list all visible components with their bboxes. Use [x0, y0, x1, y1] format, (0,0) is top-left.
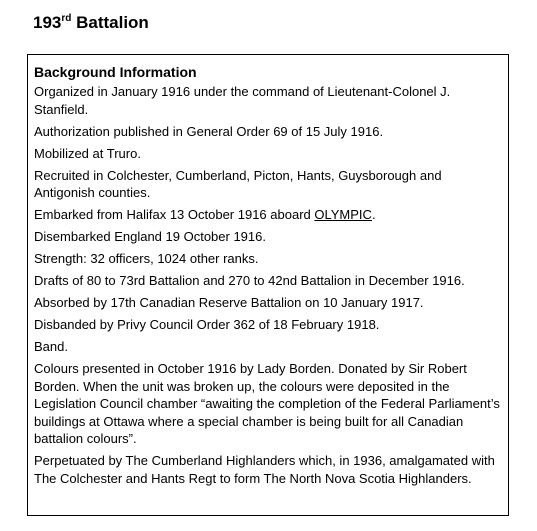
paragraph-authorization: Authorization published in General Order 69 of 15 July 1916.	[34, 123, 384, 139]
title-ordinal-suffix: rd	[61, 13, 72, 24]
page-title	[33, 13, 149, 33]
paragraph-disembarked: Disembarked England 19 October 1916.	[34, 229, 266, 244]
ship-link[interactable]: OLYMPIC	[314, 207, 372, 222]
paragraph-colours: Colours presented in October 1916 by Lady Borden. Donated by Sir Robert Borden. When the unit was broken up, the colours were deposited in the Legislation Council chamber “awaiting the completion of the Federal Parliament’s buildings at Ottawa where a special chamber is being built for all Canadian battalion colours”.	[34, 361, 500, 446]
paragraph-organized: Organized in January 1916 under the command of Lieutenant-Colonel J. Stanfield.	[34, 84, 451, 117]
title-text: Battalion	[71, 13, 149, 32]
paragraph-absorbed: Absorbed by 17th Canadian Reserve Battalion on 10 January 1917.	[34, 295, 424, 310]
paragraph-mobilized: Mobilized at Truro.	[34, 145, 141, 161]
paragraph-disbanded: Disbanded by Privy Council Order 362 of 18 February 1918.	[34, 317, 380, 332]
embarked-period: .	[371, 207, 376, 222]
paragraph-embarked	[34, 206, 500, 224]
embarked-text: Embarked from Halifax 13 October 1916 aboard	[34, 207, 315, 222]
background-information-box	[27, 54, 509, 516]
paragraph-drafts: Drafts of 80 to 73rd Battalion and 270 to 42nd Battalion in December 1916.	[34, 273, 465, 288]
paragraph-band: Band.	[34, 339, 68, 354]
title-number: 193	[33, 13, 62, 32]
paragraph-perpetuated: Perpetuated by The Cumberland Highlanders which, in 1936, amalgamated with The Colchester and Hants Regt to form The North Nova Scotia Highlanders.	[34, 453, 495, 486]
paragraph-strength: Strength: 32 officers, 1024 other ranks.	[34, 251, 259, 266]
section-heading: Background Information	[34, 64, 197, 80]
paragraph-recruited: Recruited in Colchester, Cumberland, Picton, Hants, Guysborough and Antigonish counties.	[34, 167, 442, 200]
